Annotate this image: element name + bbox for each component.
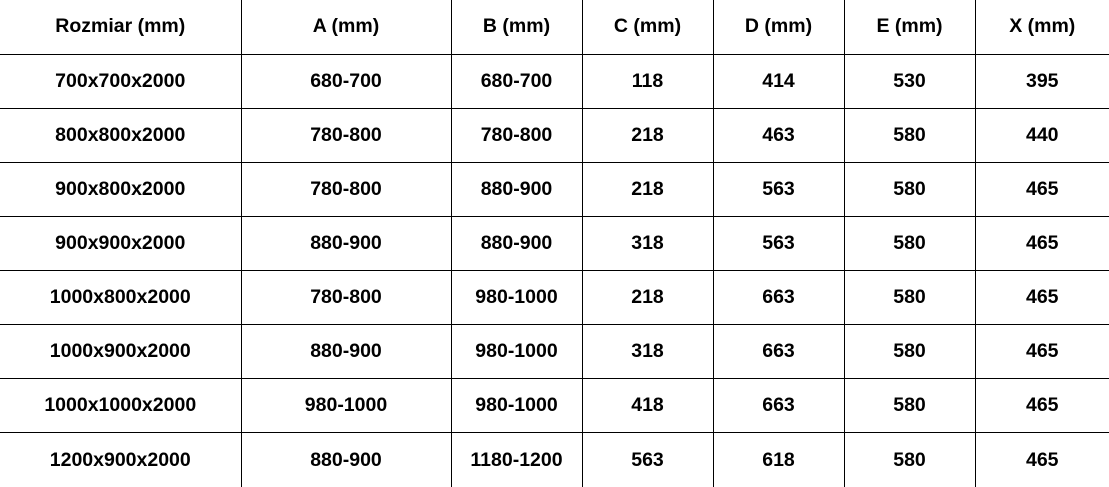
cell-size: 900x800x2000 [0, 162, 241, 216]
cell-b: 780-800 [451, 108, 582, 162]
cell-e: 580 [844, 433, 975, 487]
cell-x: 465 [975, 379, 1109, 433]
cell-e: 580 [844, 271, 975, 325]
cell-a: 880-900 [241, 325, 451, 379]
cell-size: 700x700x2000 [0, 54, 241, 108]
cell-x: 465 [975, 325, 1109, 379]
cell-d: 463 [713, 108, 844, 162]
column-header-x: X (mm) [975, 0, 1109, 54]
cell-x: 440 [975, 108, 1109, 162]
cell-x: 465 [975, 216, 1109, 270]
cell-b: 980-1000 [451, 379, 582, 433]
cell-a: 780-800 [241, 108, 451, 162]
cell-b: 880-900 [451, 216, 582, 270]
cell-size: 800x800x2000 [0, 108, 241, 162]
cell-x: 465 [975, 162, 1109, 216]
column-header-c: C (mm) [582, 0, 713, 54]
cell-e: 580 [844, 379, 975, 433]
cell-e: 530 [844, 54, 975, 108]
cell-size: 900x900x2000 [0, 216, 241, 270]
table-row [0, 271, 1109, 325]
cell-c: 318 [582, 216, 713, 270]
cell-size: 1000x900x2000 [0, 325, 241, 379]
cell-x: 465 [975, 271, 1109, 325]
column-header-d: D (mm) [713, 0, 844, 54]
table-body [0, 54, 1109, 487]
cell-b: 980-1000 [451, 325, 582, 379]
cell-c: 218 [582, 271, 713, 325]
cell-d: 563 [713, 162, 844, 216]
cell-a: 880-900 [241, 433, 451, 487]
cell-a: 680-700 [241, 54, 451, 108]
cell-a: 880-900 [241, 216, 451, 270]
cell-size: 1200x900x2000 [0, 433, 241, 487]
cell-a: 980-1000 [241, 379, 451, 433]
cell-size: 1000x1000x2000 [0, 379, 241, 433]
table-row [0, 379, 1109, 433]
table-header-row [0, 0, 1109, 54]
column-header-rozmiar: Rozmiar (mm) [0, 0, 241, 54]
table-row [0, 162, 1109, 216]
cell-e: 580 [844, 108, 975, 162]
cell-b: 880-900 [451, 162, 582, 216]
cell-d: 663 [713, 325, 844, 379]
table-row [0, 325, 1109, 379]
cell-c: 418 [582, 379, 713, 433]
cell-d: 414 [713, 54, 844, 108]
cell-size: 1000x800x2000 [0, 271, 241, 325]
table-row [0, 433, 1109, 487]
cell-e: 580 [844, 216, 975, 270]
cell-x: 395 [975, 54, 1109, 108]
cell-c: 563 [582, 433, 713, 487]
cell-c: 218 [582, 162, 713, 216]
cell-e: 580 [844, 162, 975, 216]
cell-c: 218 [582, 108, 713, 162]
table-header [0, 0, 1109, 54]
column-header-e: E (mm) [844, 0, 975, 54]
cell-a: 780-800 [241, 162, 451, 216]
cell-c: 118 [582, 54, 713, 108]
cell-a: 780-800 [241, 271, 451, 325]
cell-b: 1180-1200 [451, 433, 582, 487]
cell-d: 563 [713, 216, 844, 270]
table-row [0, 108, 1109, 162]
cell-d: 663 [713, 271, 844, 325]
cell-d: 663 [713, 379, 844, 433]
cell-e: 580 [844, 325, 975, 379]
table-row [0, 54, 1109, 108]
cell-c: 318 [582, 325, 713, 379]
table-row [0, 216, 1109, 270]
cell-d: 618 [713, 433, 844, 487]
column-header-a: A (mm) [241, 0, 451, 54]
cell-b: 680-700 [451, 54, 582, 108]
cell-b: 980-1000 [451, 271, 582, 325]
cell-x: 465 [975, 433, 1109, 487]
column-header-b: B (mm) [451, 0, 582, 54]
